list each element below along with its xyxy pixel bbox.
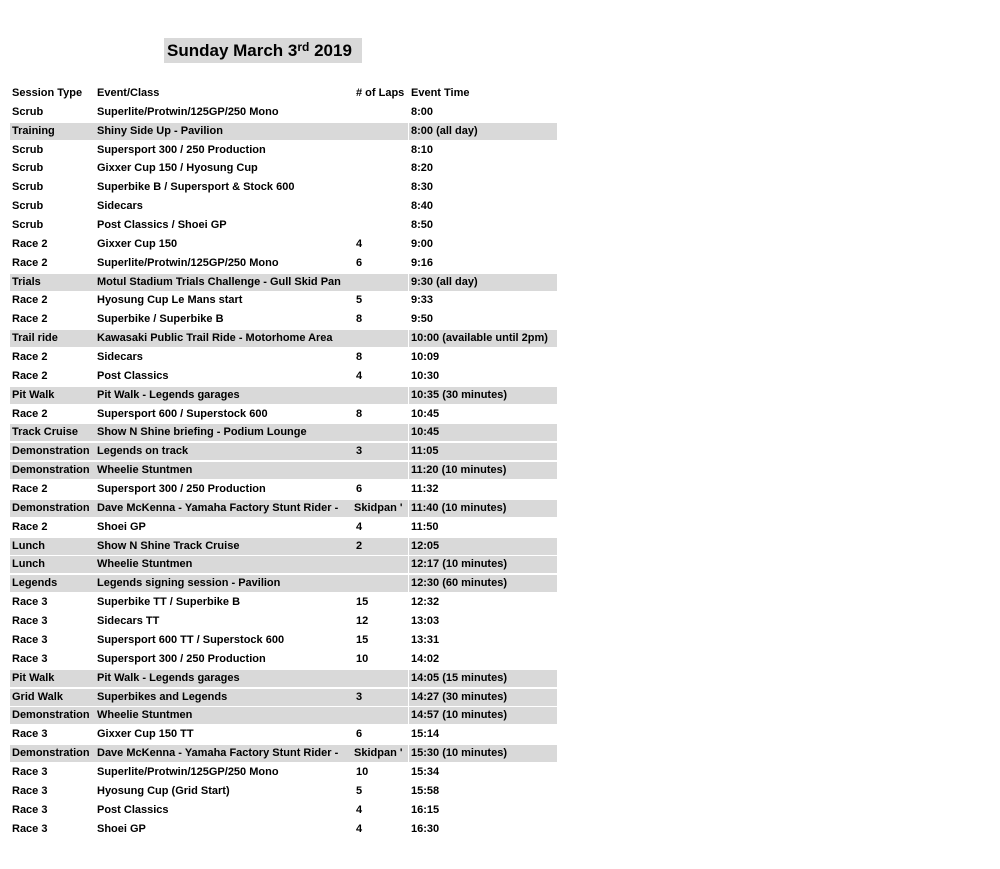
cell-laps: 3: [354, 443, 408, 460]
cell-laps: 5: [356, 784, 363, 797]
cell-event-class: Wheelie Stuntmen: [95, 556, 364, 573]
cell-event-class: Supersport 600 / Superstock 600: [97, 407, 268, 420]
cell-session-type: Lunch: [10, 556, 95, 573]
cell-laps: 15: [356, 633, 369, 646]
table-row: [10, 612, 557, 631]
cell-event-time: 8:10: [411, 143, 434, 156]
cell-session-type: Scrub: [12, 105, 44, 118]
cell-event-class: Gixxer Cup 150 / Hyosung Cup: [97, 162, 258, 175]
cell-event-time: 12:30 (60 minutes): [409, 575, 557, 592]
cell-laps: 10: [356, 652, 369, 665]
cell-session-type: Race 3: [12, 728, 48, 741]
cell-session-type: Trail ride: [10, 330, 95, 347]
cell-event-time: 8:30: [411, 181, 434, 194]
cell-event-class: Sidecars TT: [97, 615, 160, 628]
cell-event-time: 10:45: [409, 424, 557, 441]
table-row: [10, 178, 557, 197]
cell-event-class: Superbike B / Supersport & Stock 600: [97, 181, 295, 194]
table-row: [10, 499, 557, 518]
table-header-row: [10, 84, 557, 103]
cell-event-time: 10:45: [411, 407, 440, 420]
cell-event-time: 10:30: [411, 369, 440, 382]
cell-laps: [354, 670, 408, 687]
cell-event-class: Sidecars: [97, 351, 143, 364]
cell-event-class: Superbikes and Legends: [95, 689, 364, 706]
cell-session-type: Race 2: [12, 351, 48, 364]
table-row: [10, 518, 557, 537]
cell-laps: 4: [356, 369, 363, 382]
table-row: [10, 273, 557, 292]
cell-event-time: 14:05 (15 minutes): [409, 670, 557, 687]
cell-session-type: Scrub: [12, 219, 44, 232]
cell-event-time: 14:57 (10 minutes): [409, 707, 557, 724]
title-suffix: 2019: [309, 41, 352, 60]
cell-laps: [354, 330, 408, 347]
header-event-class: Event/Class: [97, 87, 160, 99]
table-row: [10, 480, 557, 499]
cell-laps: 8: [356, 407, 363, 420]
cell-event-time: 11:32: [411, 483, 439, 496]
cell-session-type: Race 2: [12, 369, 48, 382]
table-row: [10, 631, 557, 650]
cell-event-time: 11:05: [409, 443, 557, 460]
page-title: [164, 38, 362, 63]
cell-session-type: Trials: [10, 274, 95, 291]
cell-session-type: Race 3: [12, 596, 48, 609]
header-event-time: Event Time: [411, 87, 470, 99]
cell-event-time: 10:00 (available until 2pm): [409, 330, 557, 347]
cell-event-time: 14:27 (30 minutes): [409, 689, 557, 706]
cell-event-class: Show N Shine Track Cruise: [95, 538, 364, 555]
table-row: [10, 141, 557, 160]
cell-laps: 12: [356, 615, 369, 628]
cell-event-time: 9:16: [411, 256, 434, 269]
table-row: [10, 329, 557, 348]
table-row: [10, 405, 557, 424]
cell-event-class: Supersport 300 / 250 Production: [97, 652, 266, 665]
cell-session-type: Scrub: [12, 200, 44, 213]
cell-session-type: Race 3: [12, 652, 48, 665]
cell-laps: 15: [356, 596, 369, 609]
table-row: [10, 386, 557, 405]
cell-event-time: 12:17 (10 minutes): [409, 556, 557, 573]
table-row: [10, 122, 557, 141]
cell-session-type: Grid Walk: [10, 689, 95, 706]
cell-session-type: Scrub: [12, 143, 44, 156]
cell-laps: [354, 274, 408, 291]
table-row: [10, 725, 557, 744]
cell-event-time: 13:03: [411, 615, 440, 628]
table-row: [10, 291, 557, 310]
cell-event-class: Superbike / Superbike B: [97, 313, 224, 326]
table-row: [10, 461, 557, 480]
cell-event-class: Hyosung Cup (Grid Start): [97, 784, 230, 797]
table-row: [10, 763, 557, 782]
cell-session-type: Race 2: [12, 237, 48, 250]
cell-laps: 6: [356, 483, 363, 496]
cell-event-class: Shoei GP: [97, 822, 146, 835]
cell-session-type: Demonstration: [10, 500, 95, 517]
table-row: [10, 669, 557, 688]
table-row: [10, 744, 557, 763]
cell-laps: 2: [354, 538, 408, 555]
cell-laps: [354, 104, 408, 121]
cell-session-type: Scrub: [12, 162, 44, 175]
cell-event-time: 15:58: [411, 784, 440, 797]
cell-event-time: 8:50: [411, 219, 434, 232]
cell-event-class: Post Classics / Shoei GP: [97, 219, 227, 232]
cell-event-class: Shoei GP: [97, 520, 146, 533]
cell-event-class: Dave McKenna - Yamaha Factory Stunt Rider -: [95, 500, 354, 517]
cell-event-time: 13:31: [411, 633, 440, 646]
cell-event-class: Pit Walk - Legends garages: [95, 387, 364, 404]
cell-session-type: Training: [10, 123, 95, 140]
cell-laps: ' Skidpan: [354, 500, 408, 517]
table-row: [10, 235, 557, 254]
header-session-type: Session Type: [12, 87, 83, 99]
cell-event-class: Pit Walk - Legends garages: [95, 670, 364, 687]
table-row: [10, 537, 557, 556]
cell-laps: [354, 387, 408, 404]
cell-laps: [354, 707, 408, 724]
cell-event-class: Show N Shine briefing - Podium Lounge: [95, 424, 364, 441]
cell-laps: [354, 462, 408, 479]
cell-session-type: Legends: [10, 575, 95, 592]
cell-laps: 4: [356, 520, 363, 533]
cell-event-class: Motul Stadium Trials Challenge - Gull Skid Pan: [95, 274, 364, 291]
cell-session-type: Demonstration: [10, 443, 95, 460]
table-row: [10, 348, 557, 367]
cell-session-type: Scrub: [12, 181, 44, 194]
table-row: [10, 367, 557, 386]
table-row: [10, 103, 557, 122]
table-row: [10, 254, 557, 273]
cell-event-time: 15:14: [411, 728, 440, 741]
cell-event-time: 9:33: [411, 294, 434, 307]
cell-event-class: Superlite/Protwin/125GP/250 Mono: [97, 765, 279, 778]
cell-session-type: Race 2: [12, 483, 48, 496]
cell-event-time: 10:35 (30 minutes): [409, 387, 557, 404]
cell-event-class: Kawasaki Public Trail Ride - Motorhome Area: [95, 330, 364, 347]
cell-event-class: Dave McKenna - Yamaha Factory Stunt Rider -: [95, 745, 354, 762]
cell-laps: 6: [356, 256, 363, 269]
cell-event-class: Wheelie Stuntmen: [95, 462, 364, 479]
cell-laps: [354, 575, 408, 592]
cell-session-type: Race 2: [12, 520, 48, 533]
cell-event-time: 12:05: [409, 538, 557, 555]
cell-laps: 10: [356, 765, 369, 778]
cell-session-type: Race 3: [12, 803, 48, 816]
cell-session-type: Race 3: [12, 633, 48, 646]
cell-laps: [354, 160, 408, 177]
cell-event-class: Sidecars: [97, 200, 143, 213]
cell-event-class: Supersport 600 TT / Superstock 600: [97, 633, 285, 646]
table-row: [10, 593, 557, 612]
table-row: [10, 574, 557, 593]
cell-laps: 3: [354, 689, 408, 706]
table-row: [10, 820, 557, 839]
cell-session-type: Race 2: [12, 294, 48, 307]
schedule-table: [10, 84, 557, 838]
cell-laps: [354, 198, 408, 215]
cell-event-time: 16:15: [411, 803, 440, 816]
cell-session-type: Race 2: [12, 256, 48, 269]
table-row: [10, 159, 557, 178]
table-row: [10, 216, 557, 235]
cell-event-class: Supersport 300 / 250 Production: [97, 483, 266, 496]
cell-laps: 4: [356, 803, 363, 816]
table-row: [10, 650, 557, 669]
table-row: [10, 782, 557, 801]
cell-event-time: 11:50: [411, 520, 439, 533]
cell-session-type: Race 3: [12, 615, 48, 628]
title-prefix: Sunday March 3: [167, 41, 298, 60]
table-row: [10, 197, 557, 216]
cell-event-time: 9:00: [411, 237, 434, 250]
cell-event-time: 15:34: [411, 765, 440, 778]
cell-event-time: 16:30: [411, 822, 440, 835]
title-superscript: rd: [297, 40, 310, 54]
cell-event-time: 9:30 (all day): [409, 274, 557, 291]
table-row: [10, 310, 557, 329]
cell-session-type: Race 3: [12, 822, 48, 835]
cell-event-time: 12:32: [411, 596, 440, 609]
cell-event-time: 9:50: [411, 313, 434, 326]
cell-laps: [354, 424, 408, 441]
cell-event-time: 10:09: [411, 351, 440, 364]
cell-laps: [354, 556, 408, 573]
cell-session-type: Demonstration: [10, 462, 95, 479]
cell-laps: [354, 123, 408, 140]
cell-laps: [354, 179, 408, 196]
cell-event-class: Gixxer Cup 150 TT: [97, 728, 194, 741]
cell-event-class: Legends signing session - Pavilion: [95, 575, 364, 592]
cell-session-type: Demonstration: [10, 707, 95, 724]
cell-event-class: Wheelie Stuntmen: [95, 707, 364, 724]
cell-laps: 6: [356, 728, 363, 741]
cell-session-type: Pit Walk: [10, 670, 95, 687]
cell-event-time: 14:02: [411, 652, 440, 665]
cell-event-time: 8:00: [411, 105, 434, 118]
cell-laps: [354, 142, 408, 159]
table-row: [10, 801, 557, 820]
cell-event-time: 11:20 (10 minutes): [409, 462, 557, 479]
cell-laps: 8: [356, 351, 363, 364]
cell-session-type: Demonstration: [10, 745, 95, 762]
cell-session-type: Race 2: [12, 407, 48, 420]
cell-laps: 8: [356, 313, 363, 326]
cell-event-class: Gixxer Cup 150: [97, 237, 178, 250]
cell-event-class: Post Classics: [97, 803, 169, 816]
cell-session-type: Pit Walk: [10, 387, 95, 404]
table-row: [10, 555, 557, 574]
header-laps: # of Laps: [356, 87, 405, 99]
cell-event-time: 8:40: [411, 200, 434, 213]
table-row: [10, 706, 557, 725]
cell-event-time: 8:00 (all day): [409, 123, 557, 140]
cell-event-class: Superlite/Protwin/125GP/250 Mono: [97, 256, 279, 269]
cell-session-type: Race 3: [12, 784, 48, 797]
cell-laps: [354, 217, 408, 234]
cell-event-class: Legends on track: [95, 443, 364, 460]
cell-laps: 4: [356, 237, 363, 250]
cell-session-type: Race 3: [12, 765, 48, 778]
cell-laps: 5: [356, 294, 363, 307]
table-row: [10, 423, 557, 442]
cell-laps: ' Skidpan: [354, 745, 408, 762]
cell-event-time: 8:20: [411, 162, 434, 175]
table-row: [10, 688, 557, 707]
cell-event-time: 11:40 (10 minutes): [409, 500, 557, 517]
cell-event-class: Post Classics: [97, 369, 169, 382]
cell-session-type: Race 2: [12, 313, 48, 326]
cell-event-class: Shiny Side Up - Pavilion: [95, 123, 364, 140]
cell-event-class: Superlite/Protwin/125GP/250 Mono: [97, 105, 279, 118]
table-row: [10, 442, 557, 461]
cell-event-class: Superbike TT / Superbike B: [97, 596, 241, 609]
cell-event-class: Supersport 300 / 250 Production: [97, 143, 266, 156]
cell-event-class: Hyosung Cup Le Mans start: [97, 294, 243, 307]
cell-session-type: Lunch: [10, 538, 95, 555]
cell-event-time: 15:30 (10 minutes): [409, 745, 557, 762]
cell-laps: 4: [356, 822, 363, 835]
cell-session-type: Track Cruise: [10, 424, 95, 441]
